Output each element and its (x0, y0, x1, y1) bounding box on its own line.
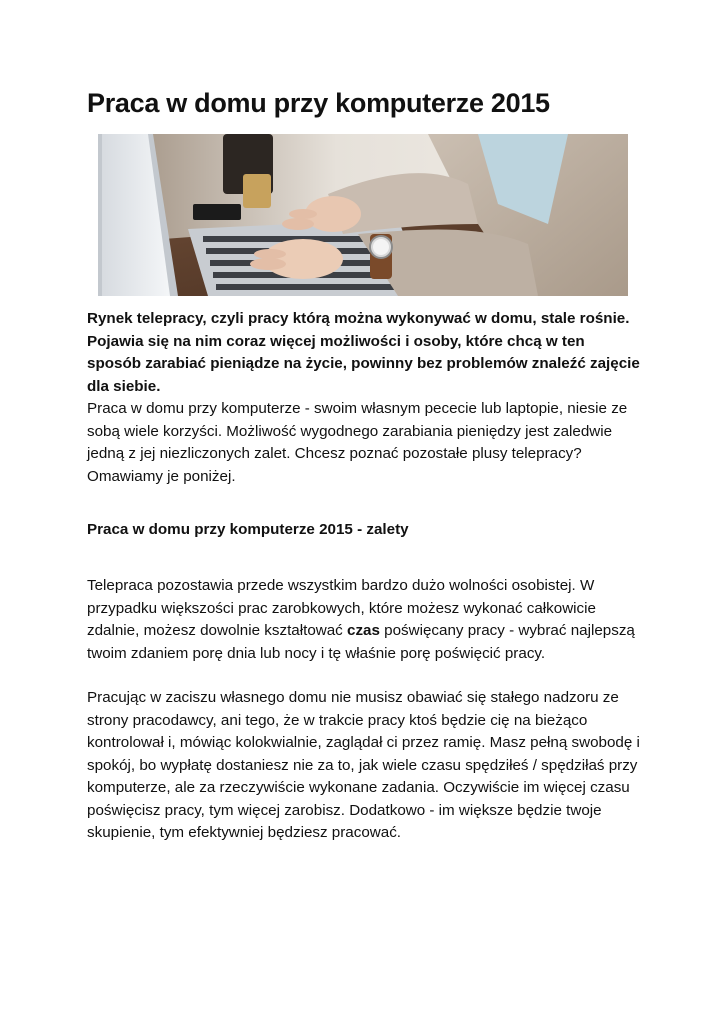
benefits-paragraph-1 (87, 575, 642, 665)
paragraph-text: Telepraca pozostawia przede wszystkim bardzo dużo wolności osobistej. W przypadku większości prac zarobkowych, które możesz wykonać całkowicie zdalnie, możesz dowolnie kształtować (87, 577, 596, 639)
section-heading: Praca w domu przy komputerze 2015 - zalety (87, 521, 409, 538)
paragraph-text: poświęcany pracy - wybrać najlepszą twoim zdaniem porę dnia lub nocy i tę właśnie porę poświęcić pracy. (87, 622, 635, 662)
intro-paragraph: Praca w domu przy komputerze - swoim własnym pececie lub laptopie, niesie ze sobą wiele korzyści. Możliwość wygodnego zarabiania pieniędzy jest zaledwie jedną z jej niezliczonych zalet. Chcesz poznać pozostałe plusy telepracy? Omawiamy je poniżej. (87, 400, 628, 485)
lead-paragraph: Rynek telepracy, czyli pracy którą można wykonywać w domu, stale rośnie. Pojawia się na nim coraz więcej możliwości i osoby, które chcą w ten sposób zarabiać pieniądze na życie, powinny bez problemów znaleźć zajęcie dla siebie. (87, 310, 640, 395)
emphasis-word: czas (347, 622, 380, 639)
laptop-hands-photo (98, 134, 628, 296)
page-title: Praca w domu przy komputerze 2015 (87, 88, 550, 118)
benefits-paragraph-2: Pracując w zaciszu własnego domu nie musisz obawiać się stałego nadzoru ze strony pracodawcy, ani tego, że w trakcie pracy ktoś będzie cię na bieżąco kontrolował i, mówiąc kolokwialnie, zaglądał ci przez ramię. Masz pełną swobodę i spokój, bo wypłatę dostaniesz nie za to, jak wiele czasu spędziłeś / spędziłaś przy komputerze, ale za rzeczywiście wykonane zadania. Oczywiście im więcej czasu poświęcisz pracy, tym więcej zarobisz. Dodatkowo - im większe będzie twoje skupienie, tym efektywniej będziesz pracować. (87, 689, 640, 841)
